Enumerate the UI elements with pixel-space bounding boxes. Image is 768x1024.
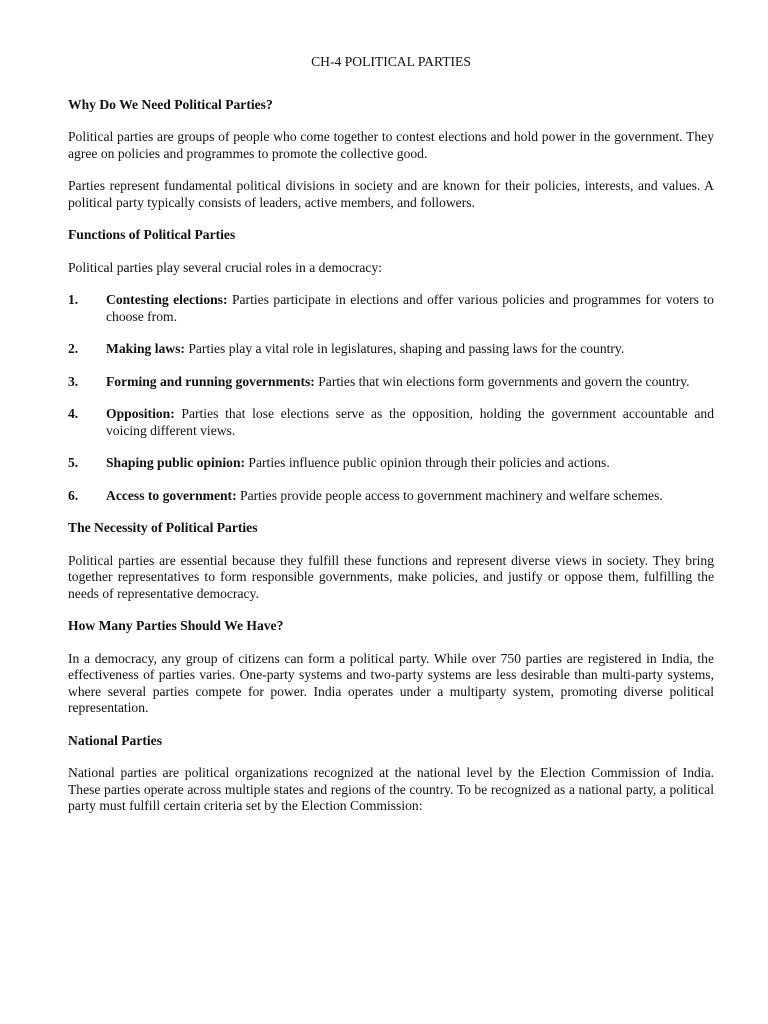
functions-intro: Political parties play several crucial roles in a democracy: — [68, 259, 383, 275]
functions-list — [68, 292, 714, 504]
list-item-text: Parties that win elections form governments and govern the country. — [314, 373, 690, 389]
list-item-number: 3. — [68, 373, 79, 389]
paragraph: Political parties are groups of people who come together to contest elections and hold power in the government. They agree on policies and programmes to promote the collective good. — [68, 129, 714, 161]
list-item-term: Opposition: — [106, 406, 175, 421]
list-item-term: Shaping public opinion: — [106, 455, 246, 470]
document-title: CH-4 POLITICAL PARTIES — [311, 54, 471, 69]
list-item-text: Parties play a vital role in legislatures, shaping and passing laws for the country. — [184, 341, 625, 356]
paragraph: In a democracy, any group of citizens can form a political party. While over 750 parties are registered in India, the effectiveness of parties varies. One-party systems and two-party systems are less desirable than multi-party systems, where several parties compete for power. India operates under a multiparty system, promoting diverse political representation. — [68, 650, 714, 715]
document-page — [68, 54, 714, 831]
section-heading-national-parties: National Parties — [68, 732, 163, 748]
list-item-number: 1. — [68, 292, 79, 307]
list-item — [68, 488, 714, 505]
list-item — [68, 341, 714, 358]
list-item-term: Contesting elections: — [106, 292, 228, 307]
list-item-number: 5. — [68, 455, 79, 470]
list-item-text: Parties that lose elections serve as the opposition, holding the government accountable and voicing different views. — [106, 406, 714, 438]
list-item — [68, 292, 714, 325]
list-item-text: Parties influence public opinion through their policies and actions. — [245, 455, 610, 470]
section-heading-why-parties: Why Do We Need Political Parties? — [68, 96, 273, 112]
section-heading-how-many: How Many Parties Should We Have? — [68, 618, 284, 633]
list-item — [68, 406, 714, 439]
list-item-number: 2. — [68, 341, 79, 356]
section-heading-necessity: The Necessity of Political Parties — [68, 520, 258, 535]
list-item-term: Making laws: — [106, 341, 185, 356]
paragraph: Political parties are essential because they fulfill these functions and represent diverse views in society. They bring together representatives to form responsible governments, make policies, and justify or oppose them, fulfilling the needs of representative democracy. — [68, 552, 714, 601]
list-item-number: 4. — [68, 406, 79, 421]
list-item-term: Forming and running governments: — [106, 373, 315, 389]
paragraph: Parties represent fundamental political divisions in society and are known for their policies, interests, and values. A political party typically consists of leaders, active members, and followers. — [68, 178, 714, 210]
section-heading-functions: Functions of Political Parties — [68, 227, 236, 242]
list-item-text: Parties participate in elections and offer various policies and programmes for voters to choose from. — [106, 292, 714, 324]
paragraph: National parties are political organizations recognized at the national level by the Election Commission of India. These parties operate across multiple states and regions of the country. To be recognized as a national party, a political party must fulfill certain criteria set by the Election Commission: — [68, 765, 714, 813]
list-item — [68, 455, 714, 472]
list-item — [68, 374, 714, 391]
list-item-text: Parties provide people access to government machinery and welfare schemes. — [236, 487, 663, 503]
list-item-term: Access to government: — [106, 487, 237, 503]
list-item-number: 6. — [68, 487, 79, 503]
